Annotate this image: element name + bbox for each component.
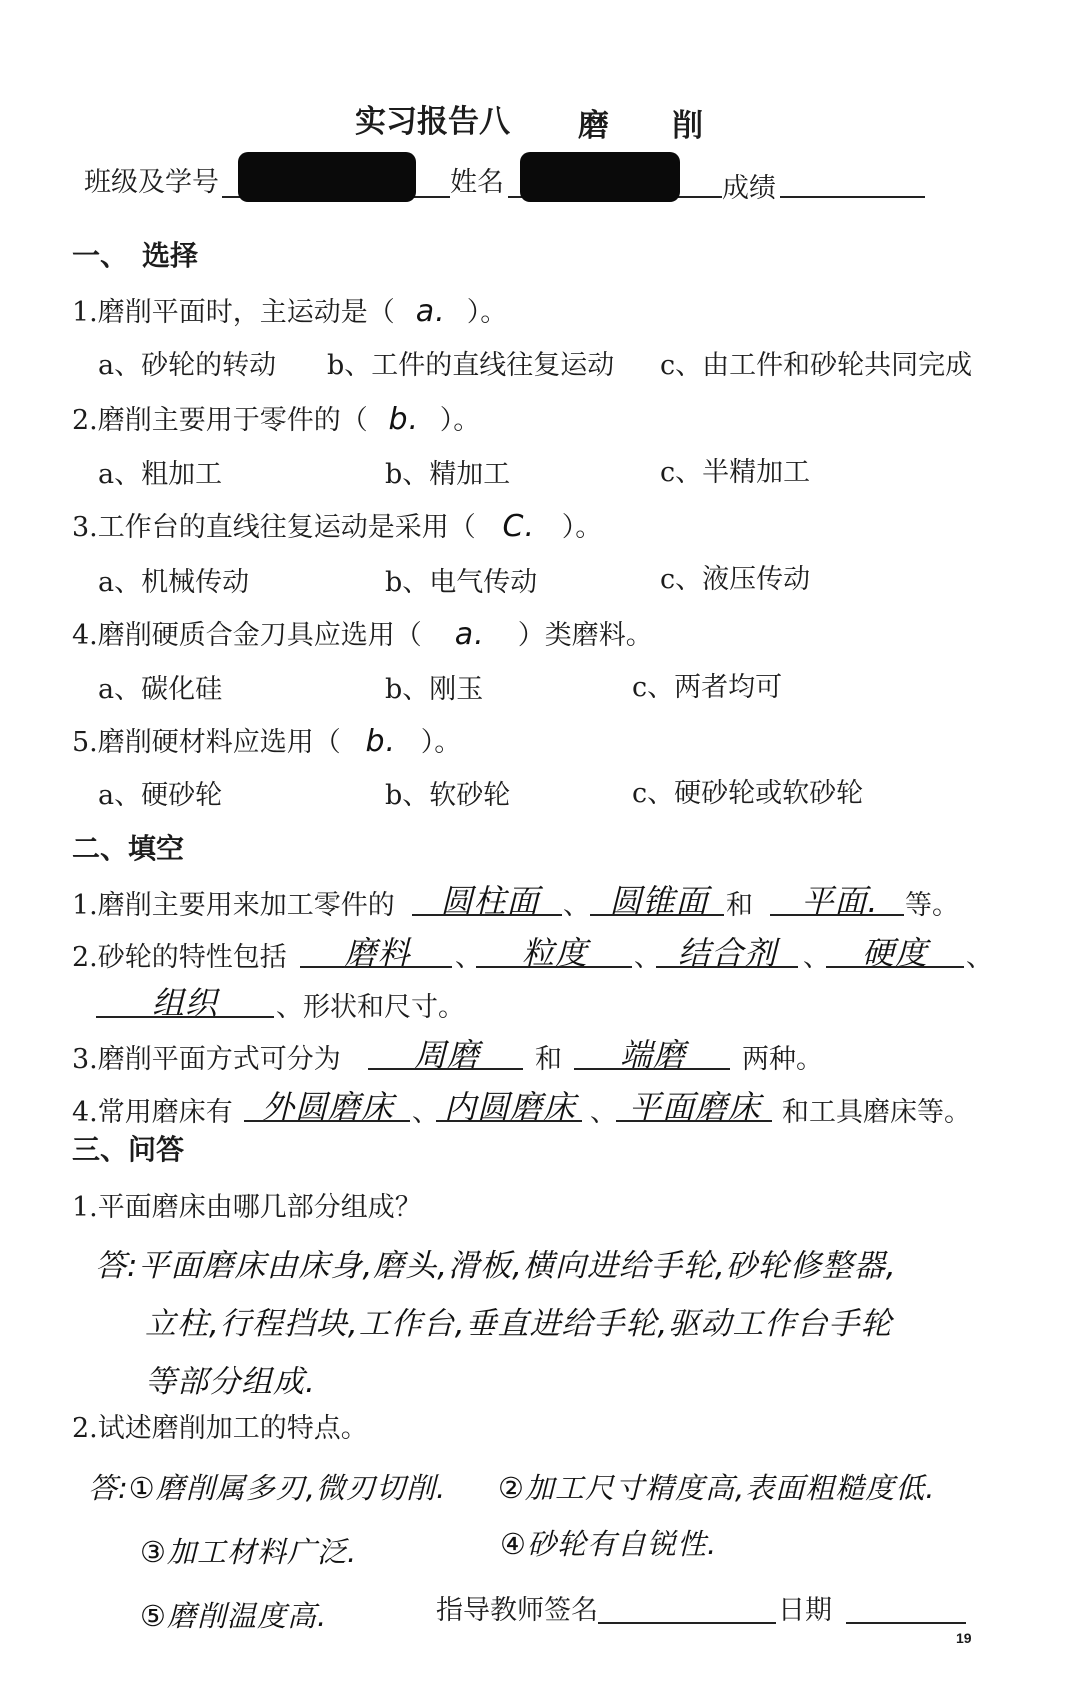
name-label: 姓名 [450, 167, 504, 198]
fill-q1-blank-1 [412, 914, 562, 916]
fill-q2-sep-2: 、 [634, 942, 661, 973]
choice-q5-option-b: b、软砂轮 [385, 780, 511, 811]
fill-q2-answer-4: 硬度 [861, 934, 928, 972]
qa-q2-answer-2: ②加工尺寸精度高,表面粗糙度低. [498, 1471, 936, 1505]
qa-q1-answer-line-1: 答:平面磨床由床身,磨头,滑板,横向进给手轮,砂轮修整器, [95, 1248, 897, 1284]
page-number: 19 [956, 1630, 972, 1646]
choice-q2-stem: 2.磨削主要用于零件的（ [72, 405, 368, 436]
choice-q5-option-c: c、硬砂轮或软砂轮 [632, 778, 864, 809]
qa-q1-answer-line-3: 等部分组成. [145, 1364, 316, 1400]
fill-q1-answer-1: 圆柱面 [440, 882, 540, 920]
fill-q2-blank-5 [96, 1016, 274, 1018]
choice-q2 [72, 398, 480, 437]
choice-q3-stem: 3.工作台的直线往复运动是采用（ [72, 512, 476, 543]
qa-q2-answer-5: ⑤磨削温度高. [140, 1599, 328, 1633]
choice-q2-option-b: b、精加工 [385, 459, 511, 490]
fill-q2-answer-1: 磨料 [344, 934, 411, 972]
teacher-signature-line [598, 1622, 776, 1624]
choice-q4-stem: 4.磨削硬质合金刀具应选用（ [72, 620, 422, 651]
fill-q4-post: 和工具磨床等。 [782, 1097, 971, 1128]
fill-q4-sep-2: 、 [590, 1097, 617, 1128]
choice-q3-close: ）。 [561, 512, 603, 543]
fill-q1-answer-2: 圆锥面 [609, 882, 709, 920]
qa-q2-answer-1: 答:①磨削属多刃,微刃切削. [88, 1471, 447, 1505]
choice-q5 [72, 720, 461, 759]
choice-q5-stem: 5.磨削硬材料应选用（ [72, 727, 341, 758]
choice-q1 [72, 290, 507, 329]
fill-q4-pre: 4.常用磨床有 [72, 1097, 233, 1128]
choice-q4 [72, 613, 653, 652]
fill-q2-answer-3: 结合剂 [677, 934, 777, 972]
fill-q1-pre: 1.磨削主要用来加工零件的 [72, 890, 395, 921]
fill-q1-post: 等。 [905, 890, 959, 921]
fill-q2-blank-4 [826, 966, 964, 968]
qa-q2-answer-4: ④砂轮有自锐性. [500, 1527, 718, 1561]
fill-q1-blank-2 [590, 914, 724, 916]
fill-q4-answer-1: 外圆磨床 [261, 1088, 394, 1126]
choice-q5-answer: b. [365, 724, 397, 759]
fill-q1-sep: 、 [563, 890, 590, 921]
fill-q3-post: 两种。 [742, 1044, 823, 1075]
choice-q4-answer: a. [454, 617, 485, 652]
fill-q3-blank-2 [574, 1068, 730, 1070]
choice-q3 [72, 505, 602, 544]
choice-q3-answer: C. [502, 509, 535, 544]
fill-q3-and: 和 [535, 1044, 562, 1075]
fill-q3-blank-1 [368, 1068, 523, 1070]
report-title: 实习报告八 [355, 104, 510, 140]
fill-q4-blank-3 [616, 1120, 772, 1122]
fill-q3-answer-1: 周磨 [413, 1036, 480, 1074]
choice-q4-option-a: a、碳化硅 [98, 674, 223, 705]
choice-q2-option-a: a、粗加工 [98, 459, 223, 490]
section-3-heading: 三、问答 [72, 1133, 185, 1166]
fill-q2-blank-3 [656, 966, 798, 968]
choice-q1-answer: a. [415, 294, 446, 329]
fill-q2-blank-1 [300, 966, 452, 968]
report-title-char-1: 磨 [578, 108, 609, 144]
date-line [846, 1622, 966, 1624]
fill-q2-blank-2 [476, 966, 632, 968]
section-2-heading: 二、填空 [72, 832, 185, 865]
fill-q2-answer-2: 粒度 [521, 934, 588, 972]
fill-q1-blank-3 [770, 914, 904, 916]
class-id-label: 班级及学号 [84, 167, 219, 198]
choice-q5-close: ）。 [420, 727, 462, 758]
choice-q1-option-b: b、工件的直线往复运动 [327, 350, 615, 381]
choice-q5-option-a: a、硬砂轮 [98, 780, 223, 811]
choice-q1-option-c: c、由工件和砂轮共同完成 [660, 350, 973, 381]
redacted-name [520, 152, 680, 202]
fill-q4-answer-3: 平面磨床 [628, 1088, 761, 1126]
choice-q4-close: ）类磨料。 [517, 620, 653, 651]
choice-q1-stem: 1.磨削平面时，主运动是（ [72, 297, 395, 328]
date-label: 日期 [778, 1595, 832, 1626]
fill-q2-sep-3: 、 [803, 942, 830, 973]
fill-q2-answer-5: 组织 [151, 984, 218, 1022]
fill-q2-pre: 2.砂轮的特性包括 [72, 942, 287, 973]
fill-q3-pre: 3.磨削平面方式可分为 [72, 1044, 341, 1075]
choice-q4-option-c: c、两者均可 [632, 672, 783, 703]
fill-q3-answer-2: 端磨 [619, 1036, 686, 1074]
fill-q2-post: 、形状和尺寸。 [276, 992, 465, 1023]
fill-q1-and: 和 [726, 890, 753, 921]
choice-q3-option-a: a、机械传动 [98, 567, 250, 598]
teacher-signature-label: 指导教师签名 [436, 1595, 598, 1626]
fill-q4-blank-2 [436, 1120, 582, 1122]
fill-q4-blank-1 [244, 1120, 410, 1122]
choice-q2-option-c: c、半精加工 [660, 457, 811, 488]
qa-q2-question: 2.试述磨削加工的特点。 [72, 1413, 368, 1444]
choice-q2-answer: b. [388, 402, 420, 437]
fill-q2-sep-4: 、 [966, 942, 993, 973]
qa-q2-answer-3: ③加工材料广泛. [140, 1535, 358, 1569]
qa-q1-question: 1.平面磨床由哪几部分组成？ [72, 1192, 422, 1223]
redacted-class-id [238, 152, 416, 202]
fill-q1-answer-3: 平面. [801, 882, 879, 920]
section-1-heading: 一、 选择 [72, 239, 199, 272]
choice-q3-option-c: c、液压传动 [660, 564, 811, 595]
choice-q1-close: ）。 [466, 297, 508, 328]
score-label: 成绩 [722, 173, 776, 204]
fill-q4-answer-2: 内圆磨床 [443, 1088, 576, 1126]
choice-q1-option-a: a、砂轮的转动 [98, 350, 277, 381]
choice-q4-option-b: b、刚玉 [385, 674, 484, 705]
fill-q2-sep-1: 、 [455, 942, 482, 973]
qa-q1-answer-line-2: 立柱,行程挡块,工作台,垂直进给手轮,驱动工作台手轮 [145, 1306, 893, 1342]
choice-q2-close: ）。 [439, 405, 481, 436]
report-title-char-2: 削 [672, 108, 703, 144]
choice-q3-option-b: b、电气传动 [385, 567, 538, 598]
score-underline [780, 196, 925, 198]
fill-q4-sep-1: 、 [412, 1097, 439, 1128]
